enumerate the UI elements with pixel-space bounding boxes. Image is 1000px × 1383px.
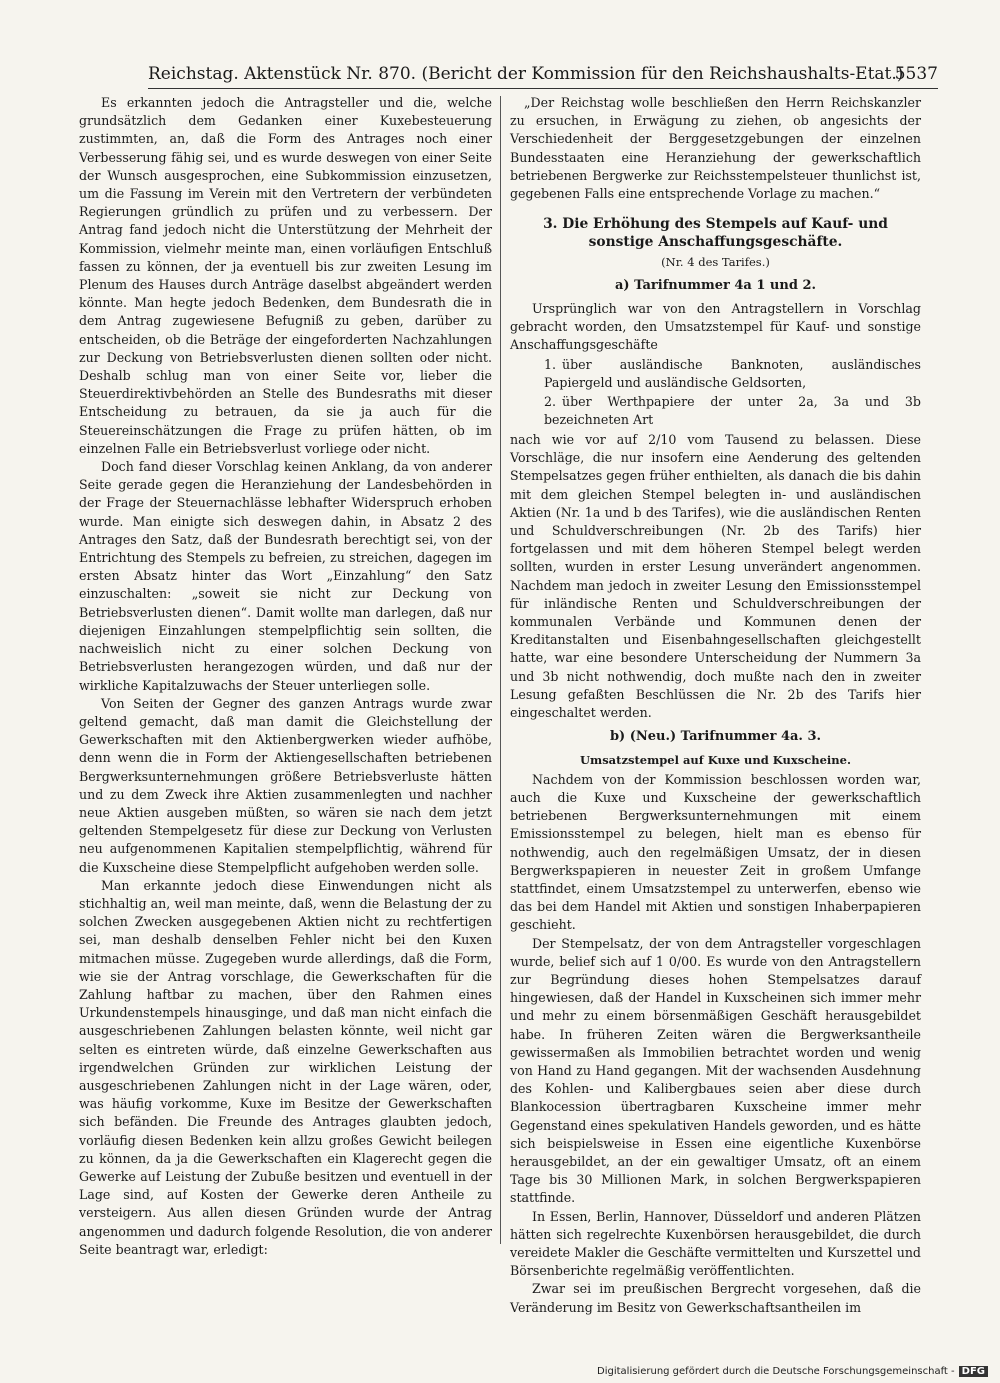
page-number: 5537 <box>894 64 938 84</box>
paragraph: Doch fand dieser Vorschlag keinen Anklang, da von anderer Seite gerade gegen die Heranziehung der Landesbehörden in der Frage der Steuernachlässe lebhafter Widerspruch erhoben wurde. Man einigte sich deswegen dahin, in Absatz 2 des Antrages den Satz, daß der Bundesrath berechtigt sei, von der Entrichtung des Stempels zu befreien, zu streichen, dagegen im ersten Absatz hinter das Wort „Einzahlung“ den Satz einzuschalten: „soweit sie nicht zur Deckung von Betriebsverlusten dienen“. Damit wollte man darlegen, daß nur diejenigen Einzahlungen stempelpflichtig sein sollten, die nachweislich nicht zu einer solchen Deckung von Betriebsverlusten herangezogen würden, und daß nur der wirkliche Kapitalzuwachs der Steuer unterliegen solle. <box>79 459 492 693</box>
list-text: über Werthpapiere der unter 2a, 3a und 3b bezeichneten Art <box>544 393 921 427</box>
section-title: 3. Die Erhöhung des Stempels auf Kauf- und sonstige Anschaffungsgeschäfte. <box>543 216 888 251</box>
left-column <box>79 94 492 1257</box>
list-number: 2. <box>544 393 557 409</box>
right-column <box>510 94 921 1315</box>
paragraph: Es erkannten jedoch die Antragsteller und die, welche grundsätzlich dem Gedanken einer Kuxebesteuerung zustimmten, an, daß die Form des Antrages noch einer Verbesserung fähig sei, und es wurde deswegen von einer Seite der Wunsch ausgesprochen, eine Subkommission einzusetzen, um die Fassung im Verein mit den Vertretern der verbündeten Regierungen gründlich zu prüfen und zu verbessern. Der Antrag fand jedoch nicht die Unterstützung der Mehrheit der Kommission, vielmehr meinte man, einen vorläufigen Entschluß fassen zu können, der ja eventuell bis zur zweiten Lesung im Plenum des Hauses durch Anträge daselbst abgeändert werden könnte. Man hegte jedoch Bedenken, dem Bundesrath die in dem Antrag zugewiesene Befugniß zu geben, darüber zu entscheiden, ob die Beträge der eingeforderten Nachzahlungen zur Deckung von Betriebsverlusten dienen sollten oder nicht. Deshalb schlug man von einer Seite vor, lieber die Steuerdirektivbehörden an Stelle des Bundesraths mit dieser Entscheidung zu betrauen, da sie ja auch für die Steuereinschätzungen die Frage zu prüfen hätten, ob im einzelnen Falle ein Betriebsverlust vorliege oder nicht. <box>79 95 492 456</box>
resolution-quote <box>510 94 921 203</box>
paragraph: In Essen, Berlin, Hannover, Düsseldorf und anderen Plätzen hätten sich regelrechte Kuxenbörsen herausgebildet, die durch vereidete Makler die Geschäfte vermittelten und Kurszettel und Börsenberichte regelmäßig veröffentlichten. <box>510 1208 921 1279</box>
section-subtitle: (Nr. 4 des Tarifes.) <box>661 255 770 270</box>
subsection-a-heading: a) Tarifnummer 4a 1 und 2. <box>614 278 817 294</box>
paragraph: Von Seiten der Gegner des ganzen Antrags wurde zwar geltend gemacht, daß man damit die Gleichstellung der Gewerkschaften mit den Aktienbergwerken wieder aufhöbe, denn wenn die in Form der Aktiengesellschaften betriebenen Bergwerksunternehmungen größere Betriebsverluste hätten und zu dem Zweck ihre Aktien zusammenlegten und nachher neue Aktien ausgeben müßten, so wären sie nach dem jetzt geltenden Stempelgesetz für diese zur Deckung von Verlusten neu aufgenommenen Kapitalien stempelpflichtig, während für die Kuxscheine diese Stempelpflicht aufgehoben werden solle. <box>79 695 492 875</box>
subsection-b-heading: b) (Neu.) Tarifnummer 4a. 3. <box>609 729 822 745</box>
paragraph: Ursprünglich war von den Antragstellern in Vorschlag gebracht worden, den Umsatzstempel für Kauf- und sonstige Anschaffungsgeschäfte <box>510 300 921 353</box>
list-number: 1. <box>544 357 557 373</box>
paragraph: Zwar sei im preußischen Bergrecht vorgesehen, daß die Veränderung im Besitz von Gewerkschaftsantheilen im <box>510 1281 921 1315</box>
paragraph: Man erkannte jedoch diese Einwendungen nicht als stichhaltig an, weil man meinte, daß, wenn die Belastung der zu solchen Zwecken ausgegebenen Aktien nicht zu rechtfertigen sei, man deshalb denselben Fehler nicht bei den Kuxen mitmachen müsse. Zugegeben wurde allerdings, daß die Form, wie sie der Antrag vorschlage, die Gewerkschaften für die Zahlung haftbar zu machen, über den Rahmen eines Urkundenstempels hinausginge, und daß man nicht einfach die ausgeschriebenen Zahlungen belasten könnte, weil nicht gar selten es eintreten würde, daß einzelne Gewerkschaften aus irgendwelchen Gründen zur wirklichen Leistung der ausgeschriebenen Zahlungen nicht in der Lage wären, oder, was häufig vorkomme, Kuxe im Besitze der Gewerkschaften sich befänden. Die Freunde des Antrages glaubten jedoch, vorläufig diesen Bedenken kein allzu großes Gewicht beilegen zu können, da ja die Gewerkschaften ein Klagerecht gegen die Gewerke auf Leistung der Zubuße besitzen und eventuell in der Lage sind, auf Kosten der Gewerke deren Antheile zu versteigern. Aus allen diesen Gründen wurde der Antrag angenommen und dadurch folgende Resolution, die von anderer Seite beantragt war, erledigt: <box>79 877 492 1257</box>
dfg-logo: DFG <box>959 1366 988 1377</box>
paragraph: Der Stempelsatz, der von dem Antragsteller vorgeschlagen wurde, belief sich auf 1 0/00. Es wurde von den Antragstellern zur Begründung dieses hohen Stempelsatzes darauf hingewiesen, daß der Handel in Kuxscheinen sich immer mehr und mehr zu einem börsenmäßigen Geschäft herausgebildet habe. In früheren Zeiten wären die Bergwerksantheile gewissermaßen als Immobilien betrachtet worden und wenig von Hand zu Hand gegangen. Mit der wachsenden Ausdehnung des Kohlen- und Kalibergbaues seien aber diese durch Blankocession übertragbaren Kuxscheine immer mehr Gegenstand eines spekulativen Handels geworden, und es hätte sich beispielsweise in Essen eine eigentliche Kuxenbörse herausgebildet, an der ein gewaltiger Umsatz, oft an einem Tage bis 30 Millionen Mark, in solchen Bergwerkspapieren stattfinde. <box>510 935 921 1206</box>
paragraph: „Der Reichstag wolle beschließen den Herrn Reichskanzler zu ersuchen, in Erwägung zu ziehen, ob angesichts der Verschiedenheit der Berggesetzgebungen der einzelnen Bundesstaaten eine Heranziehung der gewerkschaftlich betriebenen Bergwerke zur Reichsstempelsteuer thunlichst ist, gegebenen Falls eine entsprechende Vorlage zu machen.“ <box>510 95 921 202</box>
list-text: über ausländische Banknoten, ausländisches Papiergeld und ausländische Geldsorten, <box>544 357 921 391</box>
page-header <box>148 62 938 89</box>
paragraph: nach wie vor auf 2/10 vom Tausend zu belassen. Diese Vorschläge, die nur insofern eine Aenderung des geltenden Stempelsatzes gegen früher enthielten, als danach die bis dahin mit dem gleichen Stempel belegten in- und ausländischen Aktien (Nr. 1a und b des Tarifes), wie die ausländischen Renten und Schuldverschreibungen (Nr. 2b des Tarifs) hier fortgelassen und mit dem höheren Stempel belegt werden sollten, wurden in erster Lesung unverändert angenommen. Nachdem man jedoch in zweiter Lesung den Emissionsstempel für inländische Renten und Schuldverschreibungen der kommunalen Verbände und Kommunen denen der Kreditanstalten und Eisenbahngesellschaften gleichgestellt hatte, war eine besondere Unterscheidung der Nummern 3a und 3b nicht nothwendig, doch mußte nach den in zweiter Lesung gefaßten Beschlüssen die Nr. 2b des Tarifs hier eingeschaltet werden. <box>510 432 921 721</box>
tariff-list <box>544 356 921 429</box>
subsection-b-subtitle: Umsatzstempel auf Kuxe und Kuxscheine. <box>580 752 851 767</box>
list-item <box>544 393 921 429</box>
running-title: Reichstag. Aktenstück Nr. 870. (Bericht der Kommission für den Reichshaushalts-Etat.) <box>148 64 904 84</box>
column-divider <box>500 96 501 1244</box>
paragraph: Nachdem von der Kommission beschlossen worden war, auch die Kuxe und Kuxscheine der gewerkschaftlich betriebenen Bergwerksunternehmungen mit einem Emissionsstempel zu belegen, hielt man es ebenso für nothwendig, auch den regelmäßigen Umsatz, der in diesen Bergwerkspapieren in neuester Zeit in großem Umfange stattfindet, einem Umsatzstempel zu unterwerfen, ebenso wie das bei dem Handel mit Aktien und sonstigen Inhaberpapieren geschieht. <box>510 771 921 933</box>
list-item <box>544 356 921 392</box>
footer-credit <box>597 1366 988 1377</box>
footer-text: Digitalisierung gefördert durch die Deutsche Forschungsgemeinschaft - <box>597 1366 955 1377</box>
